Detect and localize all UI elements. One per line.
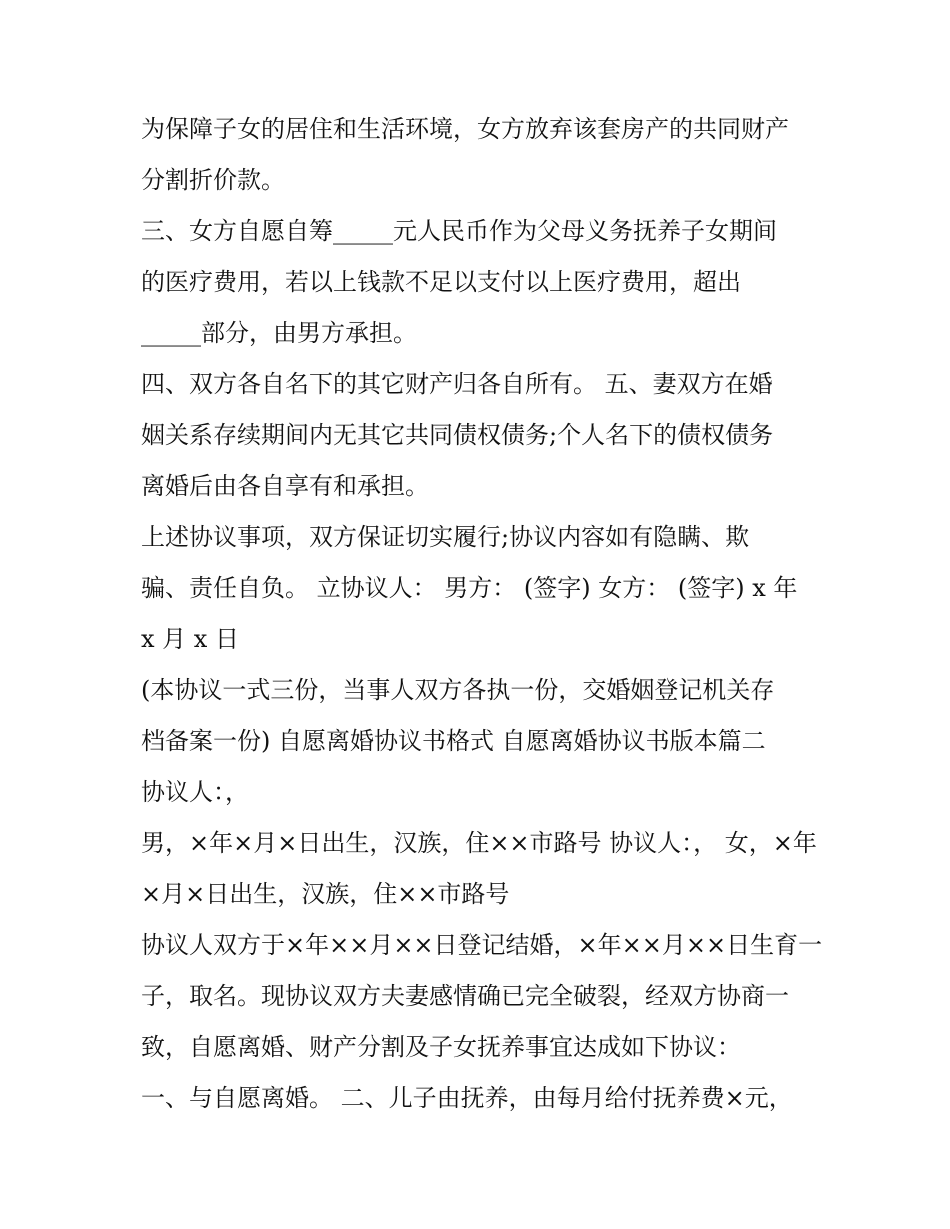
text-line: 协议人：， (141, 778, 249, 806)
text-line: 致，自愿离婚、财产分割及子女抚养事宜达成如下协议： (141, 1033, 741, 1061)
text-line: 男，×年×月×日出生，汉族，住××市路号 协议人：， 女，×年 (141, 829, 817, 857)
text-line: 档备案一份) 自愿离婚协议书格式 自愿离婚协议书版本篇二 (141, 727, 766, 755)
text-line: 为保障子女的居住和生活环境，女方放弃该套房产的共同财产 (141, 115, 789, 143)
text-line: (本协议一式三份，当事人双方各执一份，交婚姻登记机关存 (141, 676, 775, 704)
text-line: _____部分，由男方承担。 (141, 319, 417, 347)
text-line: x 月 x 日 (141, 625, 239, 653)
text-line: 离婚后由各自享有和承担。 (141, 472, 429, 500)
text-line: 子，取名。现协议双方夫妻感情确已完全破裂，经双方协商一 (141, 982, 789, 1010)
text-line: 上述协议事项，双方保证切实履行;协议内容如有隐瞒、欺 (141, 523, 750, 551)
text-line: 骗、责任自负。 立协议人： 男方： (签字) 女方： (签字) x 年 (141, 574, 798, 602)
text-line: ×月×日出生，汉族，住××市路号 (141, 880, 510, 908)
text-line: 三、女方自愿自筹_____元人民币作为父母义务抚养子女期间 (141, 217, 777, 245)
text-line: 协议人双方于×年××月××日登记结婚，×年××月××日生育一 (141, 931, 823, 959)
text-line: 的医疗费用，若以上钱款不足以支付以上医疗费用，超出 (141, 268, 741, 296)
document-body (141, 104, 831, 1124)
text-line: 四、双方各自名下的其它财产归各自所有。 五、妻双方在婚 (141, 370, 773, 398)
text-line: 姻关系存续期间内无其它共同债权债务;个人名下的债权债务 (141, 421, 774, 449)
text-line: 分割折价款。 (141, 166, 285, 194)
text-line: 一、与自愿离婚。 二、儿子由抚养，由每月给付抚养费×元， (141, 1084, 793, 1112)
